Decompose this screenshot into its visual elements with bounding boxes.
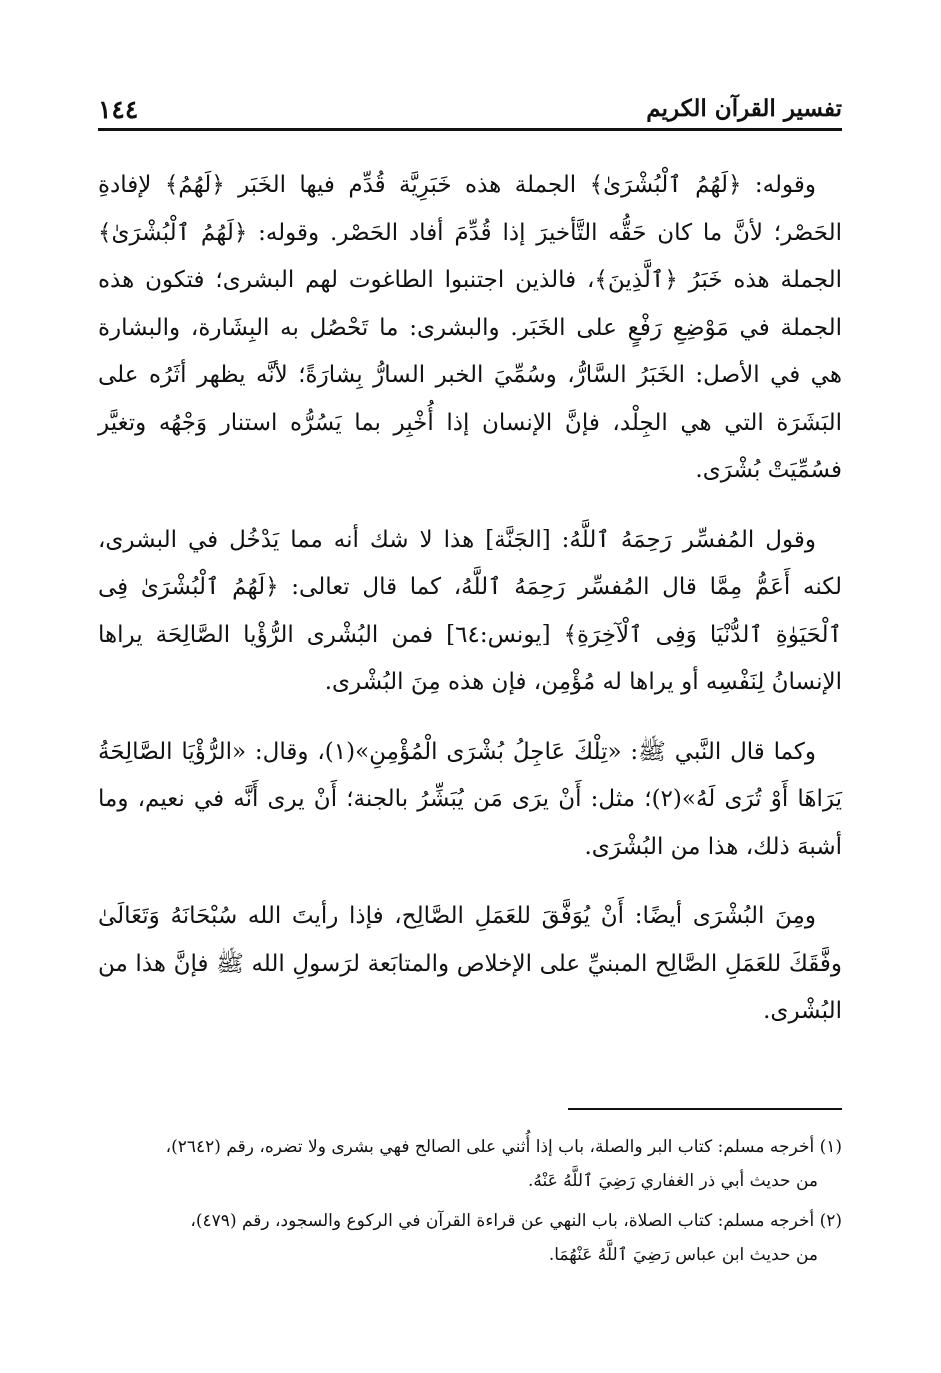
footnote-1-line-1: (١) أخرجه مسلم: كتاب البر والصلة، باب إذا أُثني على الصالح فهي بشرى ولا تضره، رقم (٢٦٤٢)، (165, 1137, 842, 1157)
footnote-1-line-2: من حديث أبي ذر الغفاري رَضِيَ ٱللَّهُ عَنْهُ. (527, 1171, 818, 1191)
footnote-1 (98, 1130, 842, 1198)
paragraph-1: وقوله: ﴿لَهُمُ ٱلْبُشْرَىٰ﴾ الجملة هذه خَبَرِيَّة قُدِّم فيها الخَبَر ﴿لَهُمُ﴾ لإفادةِ الحَصْر؛ لأنَّ ما كان حَقُّه التَّأخيرَ إذا قُدِّمَ أفاد الحَصْر. وقوله: ﴿لَهُمُ ٱلْبُشْرَىٰ﴾ الجملة هذه خَبَرُ ﴿ٱلَّذِينَ﴾، فالذين اجتنبوا الطاغوت لهم البشرى؛ فتكون هذه الجملة في مَوْضِعِ رَفْعٍ على الخَبَر. والبشرى: ما تَحْصُل به البِشَارة، والبشارة هي في الأصل: الخَبَرُ السَّارُّ، وسُمِّيَ الخبر السارُّ بِشارَةً؛ لأنَّه يظهر أثَرُه على البَشَرَة التي هي الجِلْد، فإنَّ الإنسان إذا أُخْبِر بما يَسُرُّه استنار وَجْهُه وتغيَّر فسُمِّيَتْ بُشْرَى. (98, 172, 842, 483)
footnote-2-line-1: (٢) أخرجه مسلم: كتاب الصلاة، باب النهي عن قراءة القرآن في الركوع والسجود، رقم (٤٧٩)، (190, 1211, 842, 1231)
page-number: ١٤٤ (98, 95, 139, 124)
paragraph-3: وكما قال النَّبي ﷺ: «تِلْكَ عَاجِلُ بُشْرَى الْمُؤْمِنِ»(١)، وقال: «الرُّؤْيَا الصَّالِحَةُ يَرَاهَا أَوْ تُرَى لَهُ»(٢)؛ مثل: أَنْ يرَى مَن يُبَشِّرُ بالجنة؛ أَنْ يرى أَنَّه في نعيم، وما أشبهَ ذلك، هذا من البُشْرَى. (98, 738, 842, 860)
footnotes (98, 1130, 842, 1278)
paragraph-4: ومِنَ البُشْرَى أيضًا: أَنْ يُوَفَّقَ للعَمَلِ الصَّالِح، فإذا رأيتَ الله سُبْحَانَهُ وَتَعَالَىٰ وفَّقَكَ للعَمَلِ الصَّالِح المبنيِّ على الإخلاص والمتابَعة لرَسولِ الله ﷺ فإنَّ هذا من البُشْرى. (98, 903, 842, 1024)
paragraph-2: وقول المُفسِّر رَحِمَهُ ٱللَّهُ: [الجَنَّة] هذا لا شك أنه مما يَدْخُل في البشرى، لكنه أَعَمُّ مِمَّا قال المُفسِّر رَحِمَهُ ٱللَّهُ، كما قال تعالى: ﴿لَهُمُ ٱلْبُشْرَىٰ فِى ٱلْحَيَوٰةِ ٱلدُّنْيَا وَفِى ٱلْآخِرَةِ﴾ [يونس:٦٤] فمن البُشْرى الرُّؤْيا الصَّالِحَة يراها الإنسانُ لِنَفْسِه أو يراها له مُؤْمِن، فإن هذه مِنَ البُشْرى. (98, 526, 843, 695)
footnote-divider (568, 1108, 842, 1110)
footnote-2 (98, 1204, 842, 1272)
running-header (98, 88, 842, 131)
body-text (98, 162, 842, 1058)
book-title: تفسير القرآن الكريم (646, 95, 842, 122)
footnote-2-line-2: من حديث ابن عباس رَضِيَ ٱللَّهُ عَنْهُمَا. (548, 1245, 818, 1265)
